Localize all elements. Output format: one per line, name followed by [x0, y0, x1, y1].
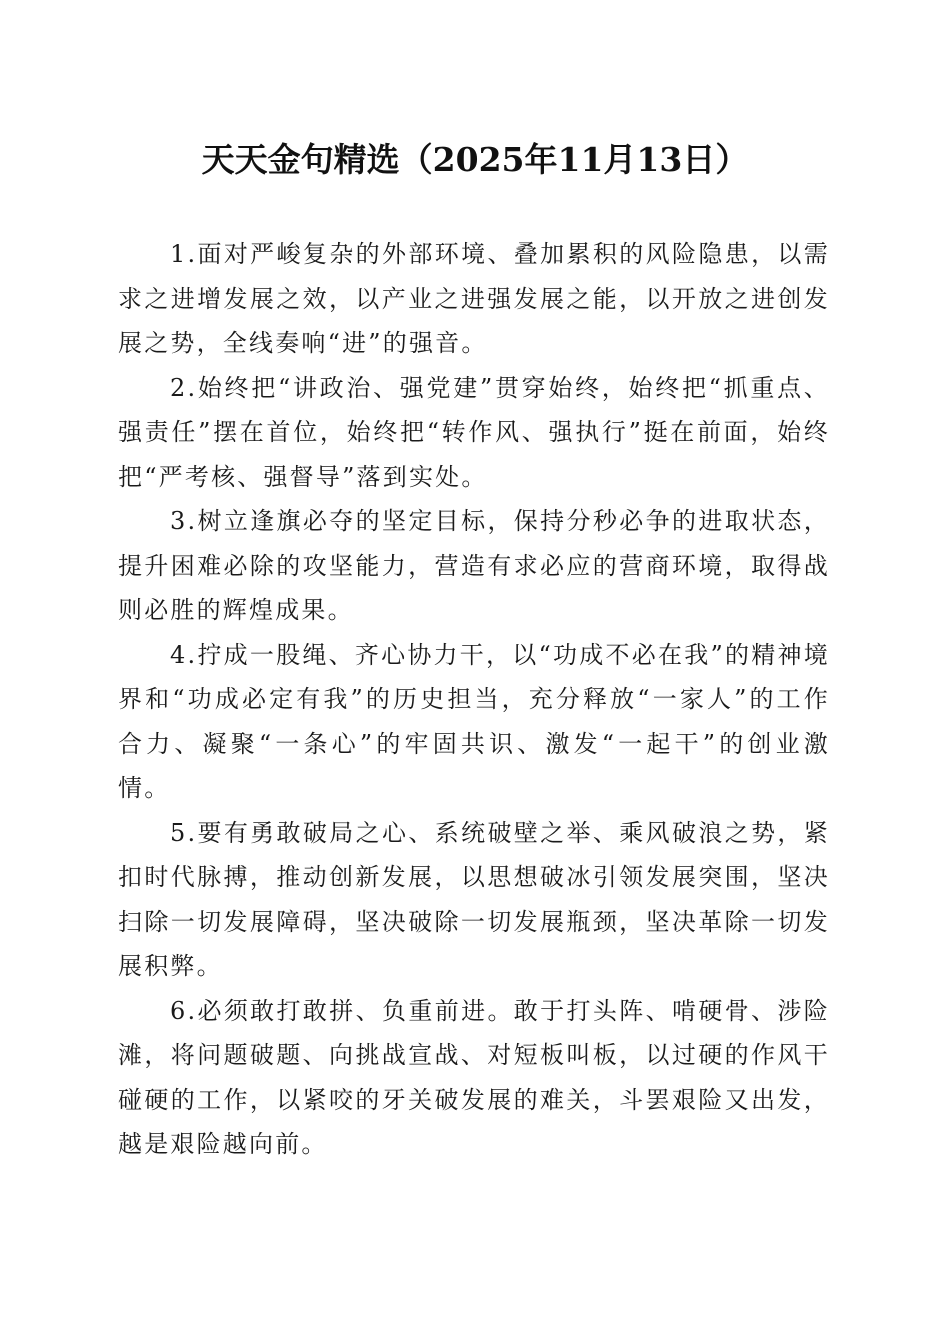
- document-title: 天天金句精选（2025年11月13日）: [201, 140, 749, 179]
- document-body: [118, 232, 830, 1167]
- paragraph-5: 5.要有勇敢破局之心、系统破壁之举、乘风破浪之势，紧扣时代脉搏，推动创新发展，以思想破冰引领发展突围，坚决扫除一切发展障碍，坚决破除一切发展瓶颈，坚决革除一切发展积弊。: [118, 818, 830, 980]
- paragraph-3: 3.树立逢旗必夺的坚定目标，保持分秒必争的进取状态，提升困难必除的攻坚能力，营造有求必应的营商环境，取得战则必胜的辉煌成果。: [118, 507, 830, 624]
- paragraph-1: 1.面对严峻复杂的外部环境、叠加累积的风险隐患，以需求之进增发展之效，以产业之进强发展之能，以开放之进创发展之势，全线奏响“进”的强音。: [118, 240, 830, 357]
- paragraph-6: 6.必须敢打敢拼、负重前进。敢于打头阵、啃硬骨、涉险滩，将问题破题、向挑战宣战、对短板叫板，以过硬的作风干碰硬的工作，以紧咬的牙关破发展的难关，斗罢艰险又出发，越是艰险越向前。: [118, 996, 830, 1158]
- paragraph-4: 4.拧成一股绳、齐心协力干，以“功成不必在我”的精神境界和“功成必定有我”的历史担当，充分释放“一家人”的工作合力、凝聚“一条心”的牢固共识、激发“一起干”的创业激情。: [118, 640, 830, 802]
- paragraph-2: 2.始终把“讲政治、强党建”贯穿始终，始终把“抓重点、强责任”摆在首位，始终把“转作风、强执行”挺在前面，始终把“严考核、强督导”落到实处。: [118, 373, 830, 491]
